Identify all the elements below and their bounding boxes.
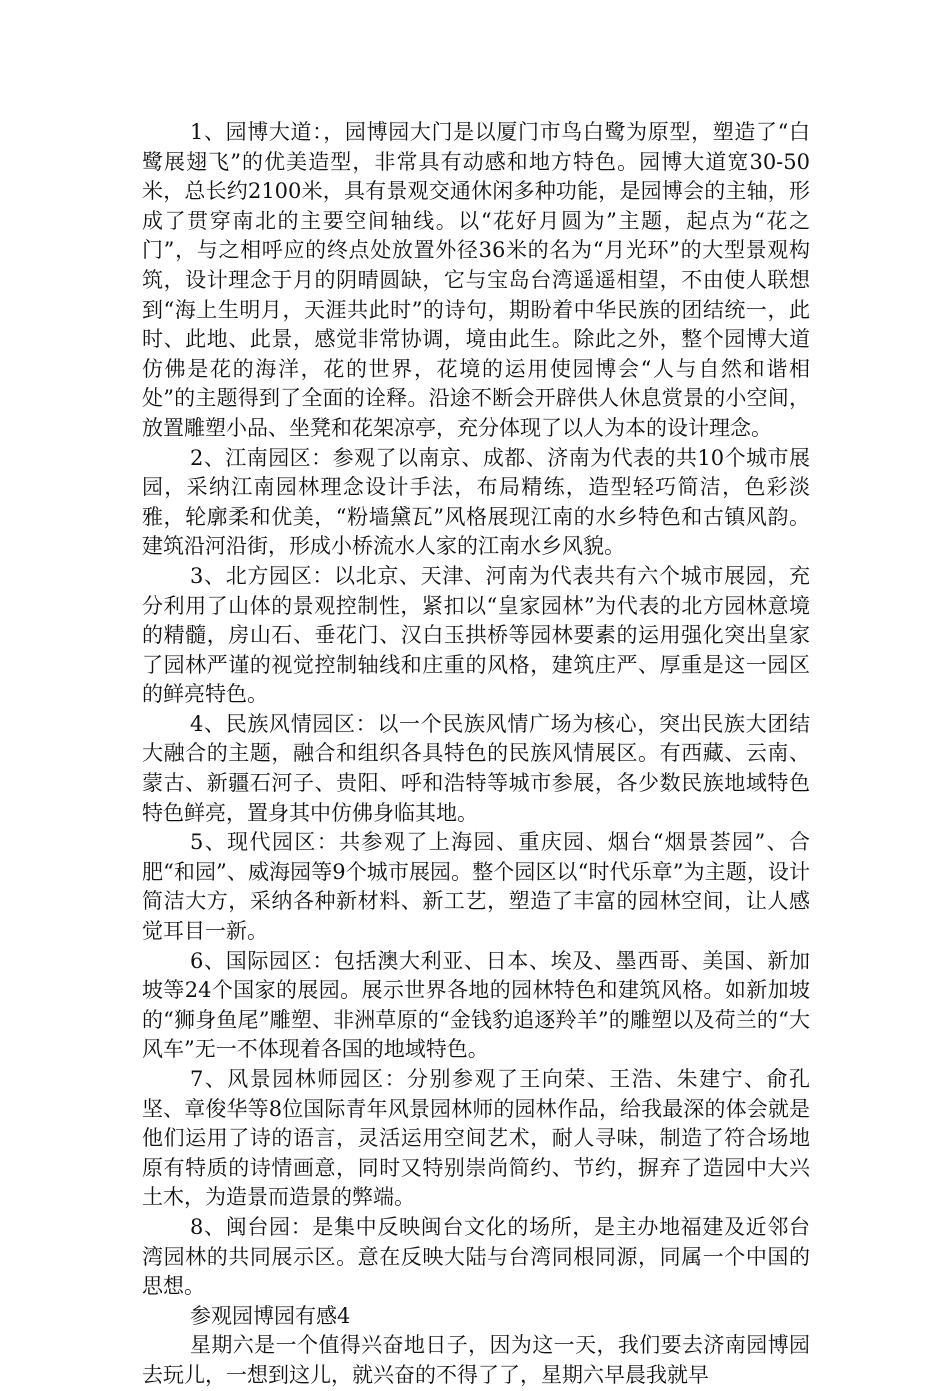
paragraph-landscape-architect-area: 7、风景园林师园区：分别参观了王向荣、王浩、朱建宁、俞孔坚、章俊华等8位国际青年风景园林师的园林作品，给我最深的体会就是他们运用了诗的语言，灵活运用空间艺术，耐人寻味，制造了符合场地原有特质的诗情画意，同时又特别崇尚简约、节约，摒弃了造园中大兴土木，为造景而造景的弊端。 [142, 1067, 810, 1210]
section-title: 参观园博园有感4 [190, 1303, 351, 1328]
document-page [142, 118, 810, 1391]
paragraph-saturday: 星期六是一个值得兴奋地日子，因为这一天，我们要去济南园博园去玩儿，一想到这儿，就兴奋的不得了了，星期六早晨我就早 [142, 1333, 810, 1387]
paragraph-jiangnan-area: 2、江南园区：参观了以南京、成都、济南为代表的共10个城市展园，采纳江南园林理念设计手法，布局精练，造型轻巧简洁，色彩淡雅，轮廓柔和优美，“粉墙黛瓦”风格展现江南的水乡特色和古镇风韵。建筑沿河沿街，形成小桥流水人家的江南水乡风貌。 [142, 445, 810, 559]
paragraph-mintai-garden: 8、闽台园：是集中反映闽台文化的场所，是主办地福建及近邻台湾园林的共同展示区。意在反映大陆与台湾同根同源，同属一个中国的思想。 [142, 1214, 810, 1299]
paragraph-ethnic-area: 4、民族风情园区：以一个民族风情广场为核心，突出民族大团结大融合的主题，融合和组织各具特色的民族风情展区。有西藏、云南、蒙古、新疆石河子、贵阳、呼和浩特等城市参展，各少数民族地域特色特色鲜亮，置身其中仿佛身临其地。 [142, 711, 810, 825]
paragraph-international-area: 6、国际园区：包括澳大利亚、日本、埃及、墨西哥、美国、新加坡等24个国家的展园。展示世界各地的园林特色和建筑风格。如新加坡的“狮身鱼尾”雕塑、非洲草原的“金钱豹追逐羚羊”的雕塑以及荷兰的“大风车”无一不体现着各国的地域特色。 [142, 948, 810, 1062]
paragraph-northern-area: 3、北方园区：以北京、天津、河南为代表共有六个城市展园，充分利用了山体的景观控制性，紧扣以“皇家园林”为代表的北方园林意境的精髓，房山石、垂花门、汉白玉拱桥等园林要素的运用强化突出皇家了园林严谨的视觉控制轴线和庄重的风格，建筑庄严、厚重是这一园区的鲜亮特色。 [142, 563, 810, 707]
paragraph-modern-area: 5、现代园区：共参观了上海园、重庆园、烟台“烟景荟园”、合肥“和园”、威海园等9个城市展园。整个园区以“时代乐章”为主题，设计简洁大方，采纳各种新材料、新工艺，塑造了丰富的园林空间，让人感觉耳目一新。 [142, 830, 810, 944]
paragraph-garden-avenue: 1、园博大道：，园博园大门是以厦门市鸟白鹭为原型，塑造了“白鹭展翅飞”的优美造型，非常具有动感和地方特色。园博大道宽30-50米，总长约2100米，具有景观交通休闲多种功能，是园博会的主轴，形成了贯穿南北的主要空间轴线。以“花好月圆为”主题，起点为“花之门”，与之相呼应的终点处放置外径36米的名为“月光环”的大型景观构筑，设计理念于月的阴晴圆缺，它与宝岛台湾遥遥相望，不由使人联想到“海上生明月，天涯共此时”的诗句，期盼着中华民族的团结统一，此时、此地、此景，感觉非常协调，境由此生。除此之外，整个园博大道仿佛是花的海洋，花的世界，花境的运用使园博会“人与自然和谐相处”的主题得到了全面的诠释。沿途不断会开辟供人休息赏景的小空间，放置雕塑小品、坐凳和花架凉亭，充分体现了以人为本的设计理念。 [142, 120, 810, 440]
